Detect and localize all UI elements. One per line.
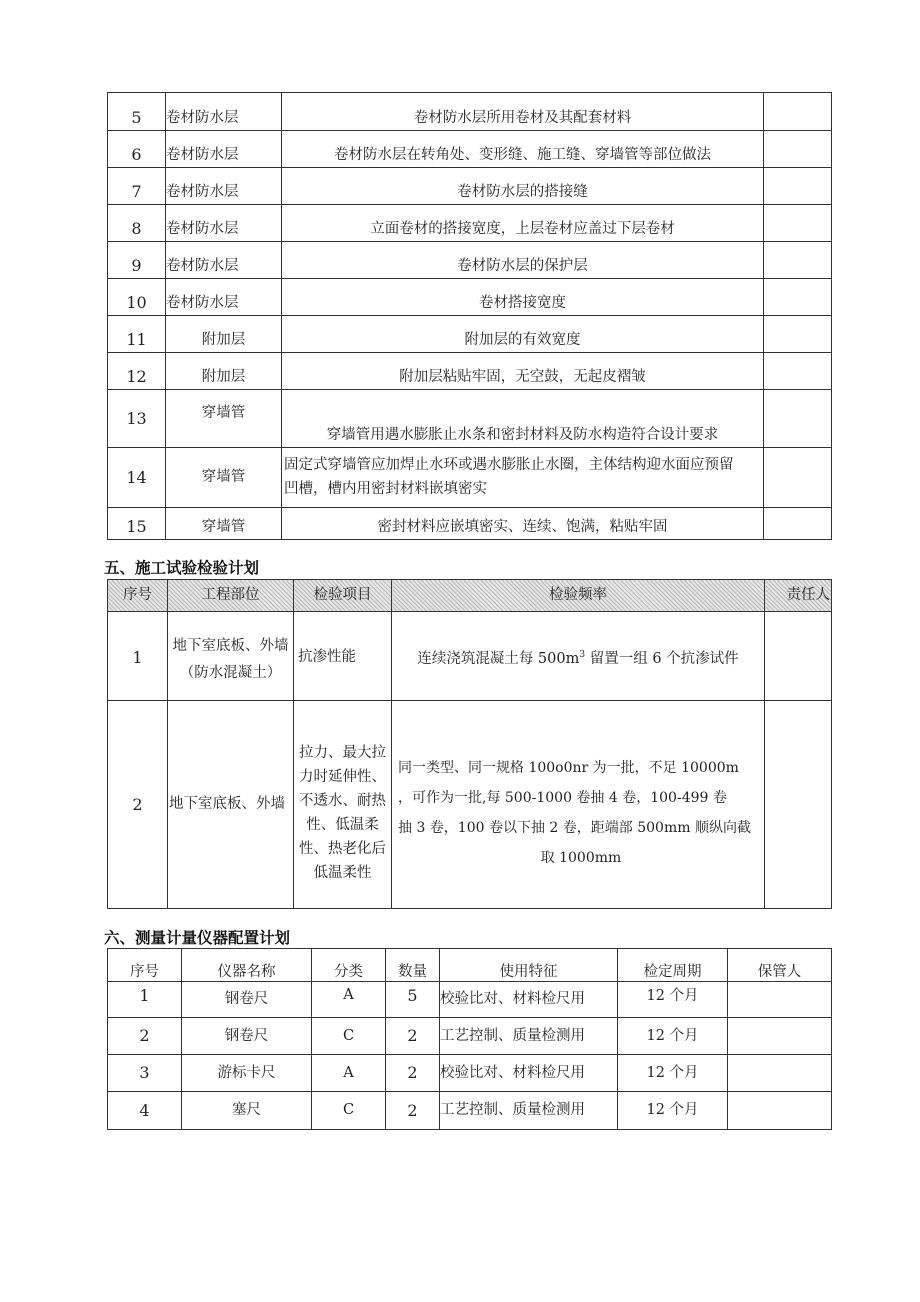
row-content: 卷材防水层所用卷材及其配套材料 bbox=[282, 93, 764, 131]
row-number: 14 bbox=[108, 448, 166, 508]
header-cell: 使用特征 bbox=[440, 949, 618, 982]
header-cell: 保管人 bbox=[728, 949, 832, 982]
row-empty-cell bbox=[764, 131, 832, 168]
row-content: 卷材防水层的保护层 bbox=[282, 242, 764, 279]
row-part: 卷材防水层 bbox=[166, 131, 282, 168]
section5-heading: 五、施工试验检验计划 bbox=[104, 559, 260, 577]
row-number: 6 bbox=[108, 131, 166, 168]
row-number: 9 bbox=[108, 242, 166, 279]
row-part: 穿墙管 bbox=[166, 508, 282, 540]
row-empty-cell bbox=[764, 353, 832, 390]
header-cell: 分类 bbox=[312, 949, 386, 982]
freq-text: 留置一组 6 个抗渗试件 bbox=[585, 650, 739, 667]
row-class: C bbox=[312, 1092, 386, 1130]
row-empty-cell bbox=[764, 242, 832, 279]
row-empty-cell bbox=[764, 279, 832, 316]
test-plan-table bbox=[107, 579, 832, 909]
row-instrument-name: 钢卷尺 bbox=[182, 982, 312, 1018]
row-keeper bbox=[728, 982, 832, 1018]
table-row bbox=[108, 612, 832, 701]
row-content: 密封材料应嵌填密实、连续、饱满，粘贴牢固 bbox=[282, 508, 764, 540]
table-row bbox=[108, 316, 832, 353]
row-number: 4 bbox=[108, 1092, 182, 1130]
row-part-line: 地下室底板、外墙 bbox=[172, 638, 289, 655]
row-item: 抗渗性能 bbox=[294, 612, 392, 701]
row-use: 工艺控制、质量检测用 bbox=[440, 1092, 618, 1130]
inspection-items-table bbox=[107, 92, 832, 540]
table-row bbox=[108, 131, 832, 168]
row-part: 地下室底板、外墙 bbox=[168, 701, 294, 909]
row-item-line: 性、热老化后 bbox=[299, 841, 386, 857]
row-number: 5 bbox=[108, 93, 166, 131]
row-content-line: 固定式穿墙管应加焊止水环或遇水膨胀止水圈，主体结构迎水面应预留 bbox=[284, 456, 734, 473]
row-number: 3 bbox=[108, 1055, 182, 1092]
table-row bbox=[108, 1092, 832, 1130]
table-row bbox=[108, 508, 832, 540]
table-row bbox=[108, 279, 832, 316]
row-empty-cell bbox=[764, 205, 832, 242]
freq-text: 连续浇筑混凝土每 500m bbox=[417, 650, 580, 667]
row-person bbox=[765, 701, 832, 909]
row-quantity: 5 bbox=[386, 982, 440, 1018]
row-item bbox=[294, 701, 392, 909]
table-header-row bbox=[108, 580, 832, 612]
section6-heading: 六、测量计量仪器配置计划 bbox=[104, 929, 291, 947]
table-row bbox=[108, 1018, 832, 1055]
row-item-line: 不透水、耐热 bbox=[299, 793, 386, 809]
row-use: 校验比对、材料检尺用 bbox=[440, 982, 618, 1018]
table-row bbox=[108, 1055, 832, 1092]
row-class: A bbox=[312, 1055, 386, 1092]
row-frequency-line: 抽 3 卷，100 卷以下抽 2 卷，距端部 500mm 顺纵向截 bbox=[398, 820, 751, 836]
row-part: 卷材防水层 bbox=[166, 168, 282, 205]
table-row bbox=[108, 93, 832, 131]
row-quantity: 2 bbox=[386, 1092, 440, 1130]
row-item-line: 拉力、最大拉 bbox=[299, 745, 386, 761]
row-number: 2 bbox=[108, 701, 168, 909]
row-content: 卷材防水层的搭接缝 bbox=[282, 168, 764, 205]
row-instrument-name: 游标卡尺 bbox=[182, 1055, 312, 1092]
row-content-line: 凹槽，槽内用密封材料嵌填密实 bbox=[284, 480, 487, 497]
row-number: 10 bbox=[108, 279, 166, 316]
row-content bbox=[282, 448, 764, 508]
row-part: 卷材防水层 bbox=[166, 279, 282, 316]
instrument-plan-table bbox=[107, 948, 832, 1130]
row-person bbox=[765, 612, 832, 701]
row-number: 12 bbox=[108, 353, 166, 390]
row-number: 1 bbox=[108, 982, 182, 1018]
row-empty-cell bbox=[764, 316, 832, 353]
freq-superscript: 3 bbox=[579, 650, 586, 661]
table-row bbox=[108, 390, 832, 448]
row-instrument-name: 塞尺 bbox=[182, 1092, 312, 1130]
row-empty-cell bbox=[764, 93, 832, 131]
row-content: 卷材搭接宽度 bbox=[282, 279, 764, 316]
row-number: 1 bbox=[108, 612, 168, 701]
row-content: 卷材防水层在转角处、变形缝、施工缝、穿墙管等部位做法 bbox=[282, 131, 764, 168]
row-period: 12 个月 bbox=[618, 982, 728, 1018]
row-period: 12 个月 bbox=[618, 1055, 728, 1092]
row-item-line: 低温柔性 bbox=[313, 865, 372, 881]
row-number: 8 bbox=[108, 205, 166, 242]
table-header-row bbox=[108, 949, 832, 982]
header-cell: 检定周期 bbox=[618, 949, 728, 982]
row-quantity: 2 bbox=[386, 1055, 440, 1092]
row-part: 穿墙管 bbox=[166, 448, 282, 508]
row-part: 卷材防水层 bbox=[166, 93, 282, 131]
row-keeper bbox=[728, 1018, 832, 1055]
header-cell: 数量 bbox=[386, 949, 440, 982]
row-empty-cell bbox=[764, 448, 832, 508]
header-cell: 序号 bbox=[108, 949, 182, 982]
row-empty-cell bbox=[764, 508, 832, 540]
row-period: 12 个月 bbox=[618, 1018, 728, 1055]
table-row bbox=[108, 982, 832, 1018]
header-cell: 工程部位 bbox=[168, 580, 294, 612]
row-part: 附加层 bbox=[166, 316, 282, 353]
row-use: 校验比对、材料检尺用 bbox=[440, 1055, 618, 1092]
row-part: 卷材防水层 bbox=[166, 242, 282, 279]
row-content: 附加层的有效宽度 bbox=[282, 316, 764, 353]
header-cell: 检验频率 bbox=[392, 580, 765, 612]
table-row bbox=[108, 242, 832, 279]
row-part: 卷材防水层 bbox=[166, 205, 282, 242]
row-part: 穿墙管 bbox=[166, 390, 282, 448]
table-row bbox=[108, 205, 832, 242]
row-number: 11 bbox=[108, 316, 166, 353]
row-number: 7 bbox=[108, 168, 166, 205]
header-cell: 仪器名称 bbox=[182, 949, 312, 982]
row-frequency-line: 同一类型、同一规格 100o0nr 为一批，不足 10000m bbox=[398, 760, 739, 776]
row-use: 工艺控制、质量检测用 bbox=[440, 1018, 618, 1055]
header-cell: 检验项目 bbox=[294, 580, 392, 612]
table-row bbox=[108, 353, 832, 390]
row-content: 穿墙管用遇水膨胀止水条和密封材料及防水构造符合设计要求 bbox=[282, 390, 764, 448]
row-empty-cell bbox=[764, 168, 832, 205]
row-quantity: 2 bbox=[386, 1018, 440, 1055]
row-keeper bbox=[728, 1092, 832, 1130]
row-frequency-line: 取 1000mm bbox=[540, 850, 622, 866]
row-frequency bbox=[392, 701, 765, 909]
row-part: 附加层 bbox=[166, 353, 282, 390]
row-number: 15 bbox=[108, 508, 166, 540]
row-frequency-line: ，可作为一批,每 500-1000 卷抽 4 卷，100-499 卷 bbox=[398, 790, 727, 806]
row-item-line: 性、低温柔 bbox=[306, 817, 379, 833]
header-cell: 序号 bbox=[108, 580, 168, 612]
header-cell: 责任人 bbox=[765, 580, 832, 612]
row-part bbox=[168, 612, 294, 701]
table-row bbox=[108, 701, 832, 909]
row-content: 附加层粘贴牢固，无空鼓，无起皮褶皱 bbox=[282, 353, 764, 390]
row-class: A bbox=[312, 982, 386, 1018]
row-period: 12 个月 bbox=[618, 1092, 728, 1130]
row-frequency bbox=[392, 612, 765, 701]
row-empty-cell bbox=[764, 390, 832, 448]
row-class: C bbox=[312, 1018, 386, 1055]
table-row bbox=[108, 448, 832, 508]
row-instrument-name: 钢卷尺 bbox=[182, 1018, 312, 1055]
row-part-line: （防水混凝土） bbox=[179, 665, 282, 681]
row-number: 13 bbox=[108, 390, 166, 448]
table-row bbox=[108, 168, 832, 205]
row-number: 2 bbox=[108, 1018, 182, 1055]
row-item-line: 力时延伸性、 bbox=[299, 769, 386, 785]
row-keeper bbox=[728, 1055, 832, 1092]
row-content: 立面卷材的搭接宽度，上层卷材应盖过下层卷材 bbox=[282, 205, 764, 242]
